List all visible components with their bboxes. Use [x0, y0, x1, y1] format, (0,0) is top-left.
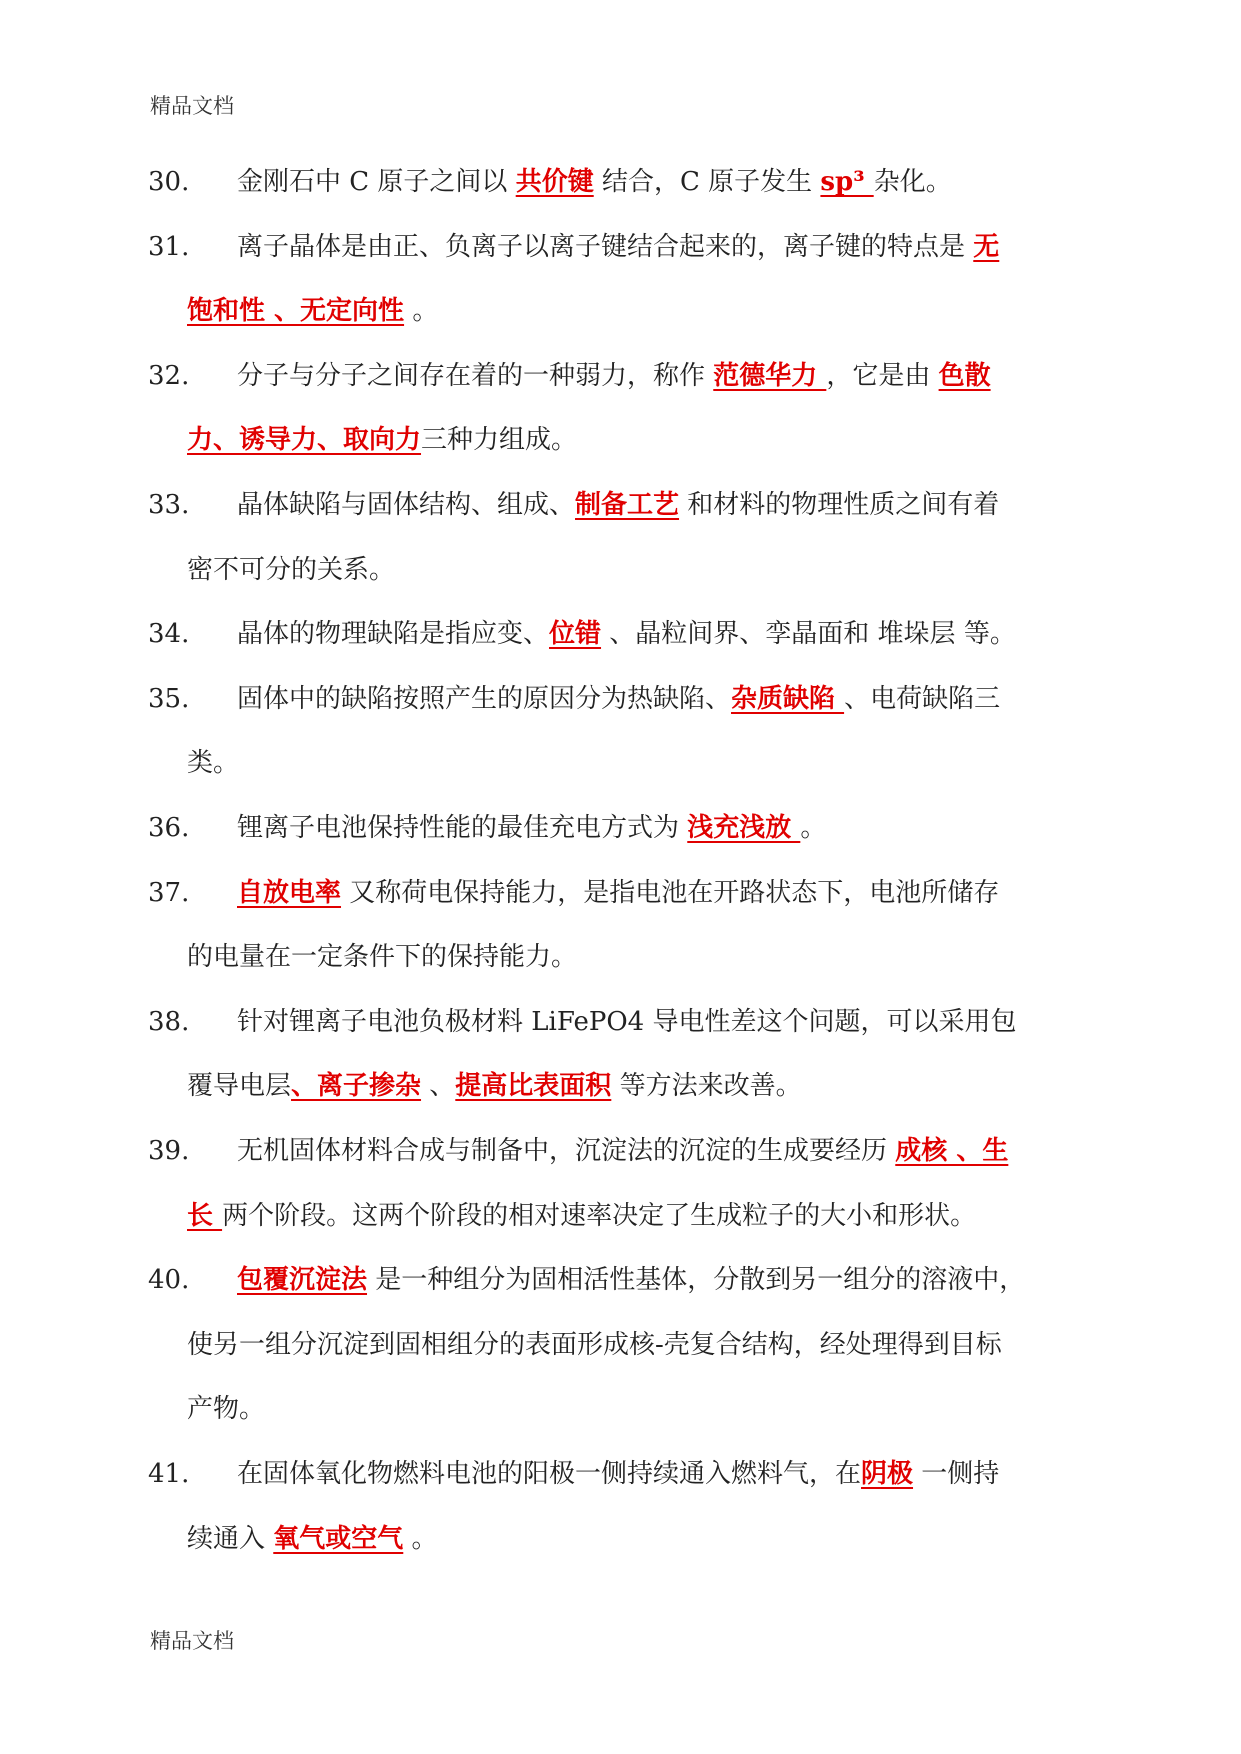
question-number: 37. [148, 878, 190, 908]
question-text [187, 1066, 802, 1106]
question-number: 30. [148, 167, 190, 197]
question-text [237, 1002, 1016, 1042]
question-number: 35. [148, 684, 190, 714]
question-text [237, 162, 952, 202]
text-segment: 。 [404, 296, 439, 326]
answer-fill: 范德华力 [713, 361, 827, 391]
text-segment: 、 [421, 1071, 456, 1101]
text-segment: 晶体缺陷与固体结构、组成、 [237, 490, 576, 520]
question-text [237, 1131, 1008, 1171]
answer-fill: 、离子掺杂 [291, 1071, 422, 1101]
question-number: 32. [148, 361, 190, 391]
question-text [187, 743, 239, 783]
question-text [237, 1454, 999, 1494]
answer-fill: 杂质缺陷 [731, 684, 845, 714]
answer-fill: 位错 [549, 619, 602, 649]
text-segment: 在固体氧化物燃料电池的阳极一侧持续通入燃料气，在 [237, 1459, 862, 1489]
answer-fill: 包覆沉淀法 [237, 1265, 368, 1295]
page-header: 精品文档 [150, 94, 234, 118]
text-segment: 。 [800, 813, 827, 843]
question-number: 40. [148, 1265, 190, 1295]
question-number: 39. [148, 1136, 190, 1166]
text-segment: 无机固体材料合成与制备中，沉淀法的沉淀的生成要经历 [237, 1136, 896, 1166]
text-segment: 又称荷电保持能力，是指电池在开路状态下，电池所储存 [341, 878, 1000, 908]
question-text [237, 873, 999, 913]
text-segment: 一侧持 [913, 1459, 1000, 1489]
text-segment: 等方法来改善。 [611, 1071, 802, 1101]
text-segment: 金刚石中 C 原子之间以 [237, 167, 516, 197]
question-text [237, 1260, 1025, 1300]
text-segment: 、电荷缺陷三 [844, 684, 1001, 714]
answer-fill: 浅充浅放 [687, 813, 801, 843]
question-number: 41. [148, 1459, 190, 1489]
text-segment: 和材料的物理性质之间有着 [679, 490, 1000, 520]
text-segment: 三种力组成。 [421, 425, 578, 455]
text-segment: 覆导电层 [187, 1071, 292, 1101]
page-footer: 精品文档 [150, 1629, 234, 1653]
answer-fill: 制备工艺 [575, 490, 680, 520]
question-text [187, 1389, 265, 1429]
text-segment: ，它是由 [826, 361, 939, 391]
answer-fill: 饱和性 、无定向性 [187, 296, 405, 326]
answer-fill: 无 [973, 232, 1000, 262]
answer-fill: 长 [187, 1201, 223, 1231]
text-segment: 两个阶段。这两个阶段的相对速率决定了生成粒子的大小和形状。 [222, 1201, 977, 1231]
text-segment: 杂化。 [873, 167, 952, 197]
question-number: 36. [148, 813, 190, 843]
answer-fill: 色散 [938, 361, 991, 391]
answer-fill: 阴极 [861, 1459, 914, 1489]
text-segment: 结合，C 原子发生 [593, 167, 821, 197]
text-segment: 固体中的缺陷按照产生的原因分为热缺陷、 [237, 684, 732, 714]
text-segment: 续通入 [187, 1524, 274, 1554]
answer-fill: 自放电率 [237, 878, 342, 908]
text-segment: 针对锂离子电池负极材料 LiFePO4 导电性差这个问题，可以采用包 [237, 1007, 1017, 1037]
question-text [237, 614, 1016, 654]
answer-fill: sp³ [820, 167, 874, 197]
question-text [187, 1196, 976, 1236]
text-segment: 类。 [187, 748, 240, 778]
question-text [187, 1519, 438, 1559]
text-segment: 晶体的物理缺陷是指应变、 [237, 619, 550, 649]
question-number: 31. [148, 232, 190, 262]
text-segment: 产物。 [187, 1394, 266, 1424]
question-text [237, 808, 826, 848]
text-segment: 。 [403, 1524, 438, 1554]
question-text [187, 1325, 1002, 1365]
question-text [237, 356, 991, 396]
question-text [187, 291, 438, 331]
text-segment: 是一种组分为固相活性基体，分散到另一组分的溶液中， [367, 1265, 1026, 1295]
answer-fill: 提高比表面积 [455, 1071, 612, 1101]
text-segment: 锂离子电池保持性能的最佳充电方式为 [237, 813, 688, 843]
text-segment: 密不可分的关系。 [187, 555, 396, 585]
text-segment: 、晶粒间界、孪晶面和 堆垛层 等。 [601, 619, 1016, 649]
answer-fill: 氧气或空气 [273, 1524, 404, 1554]
question-text [237, 227, 999, 267]
question-number: 34. [148, 619, 190, 649]
text-segment: 的电量在一定条件下的保持能力。 [187, 942, 578, 972]
text-segment: 分子与分子之间存在着的一种弱力，称作 [237, 361, 714, 391]
answer-fill: 成核 、生 [895, 1136, 1009, 1166]
question-number: 33. [148, 490, 190, 520]
answer-fill: 力、诱导力、取向力 [187, 425, 422, 455]
text-segment: 使另一组分沉淀到固相组分的表面形成核-壳复合结构，经处理得到目标 [187, 1330, 1002, 1360]
question-text [187, 937, 577, 977]
question-text [237, 679, 1000, 719]
text-segment: 离子晶体是由正、负离子以离子键结合起来的，离子键的特点是 [237, 232, 974, 262]
question-text [187, 550, 395, 590]
answer-fill: 共价键 [515, 167, 594, 197]
question-text [237, 485, 999, 525]
question-number: 38. [148, 1007, 190, 1037]
question-text [187, 420, 577, 460]
